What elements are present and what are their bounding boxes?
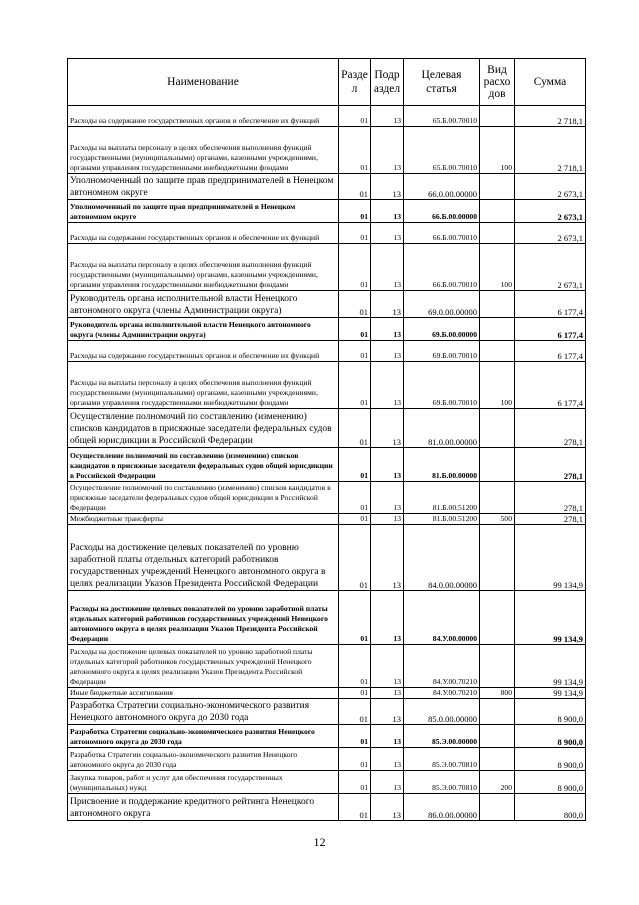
budget-table: [67, 58, 586, 821]
cell-section: 01: [339, 127, 371, 174]
page-number: 12: [313, 835, 326, 849]
cell-type: 100: [480, 127, 515, 174]
cell-target: 66.Б.00.00000: [404, 200, 480, 223]
cell-section: 01: [339, 525, 371, 591]
cell-sum: 8 900,0: [515, 699, 586, 725]
header-section: Разде л: [339, 59, 371, 106]
cell-section: 01: [339, 174, 371, 200]
cell-subsection: 13: [371, 794, 404, 821]
header-type: Вид расхо дов: [480, 59, 515, 106]
cell-sum: 2 718,1: [515, 106, 586, 127]
cell-subsection: 13: [371, 771, 404, 794]
cell-sum: 6 177,4: [515, 318, 586, 341]
table-row: [68, 244, 586, 291]
header-row: [68, 59, 586, 106]
cell-subsection: 13: [371, 318, 404, 341]
cell-subsection: 13: [371, 525, 404, 591]
cell-sum: 2 673,1: [515, 174, 586, 200]
cell-type: [480, 645, 515, 688]
cell-target: 65.Б.00.70010: [404, 106, 480, 127]
cell-section: 01: [339, 409, 371, 448]
cell-name: Расходы на содержание государственных органов и обеспечение их функций: [68, 106, 339, 127]
table-row: [68, 362, 586, 409]
header-target: Целевая статья: [404, 59, 480, 106]
cell-name: Руководитель органа исполнительной власти Ненецкого автономного округа (члены Администрации округа): [68, 291, 339, 318]
cell-sum: 278,1: [515, 514, 586, 525]
cell-sum: 99 134,9: [515, 525, 586, 591]
cell-name: Руководитель органа исполнительной власти Ненецкого автономного округа (члены Администрации округа): [68, 318, 339, 341]
cell-sum: 278,1: [515, 448, 586, 482]
table-row: [68, 748, 586, 771]
cell-sum: 2 673,1: [515, 244, 586, 291]
cell-target: 84.У.00.00000: [404, 591, 480, 645]
cell-type: [480, 291, 515, 318]
cell-sum: 8 900,0: [515, 771, 586, 794]
cell-target: 84.0.00.00000: [404, 525, 480, 591]
cell-type: 500: [480, 514, 515, 525]
table-row: [68, 482, 586, 514]
cell-section: 01: [339, 591, 371, 645]
cell-type: [480, 748, 515, 771]
cell-type: [480, 341, 515, 362]
cell-subsection: 13: [371, 409, 404, 448]
cell-target: 84.У.00.70210: [404, 688, 480, 699]
cell-sum: 2 718,1: [515, 127, 586, 174]
cell-name: Расходы на достижение целевых показателей по уровню заработной платы отдельных категорий работников государственных учреждений Ненецкого автономного округа в целях реализации Указов Президента Российской Федерации: [68, 525, 339, 591]
cell-type: 100: [480, 362, 515, 409]
cell-target: 81.0.00.00000: [404, 409, 480, 448]
cell-section: 01: [339, 725, 371, 748]
cell-target: 85.Э.00.70810: [404, 748, 480, 771]
table-row: [68, 223, 586, 244]
cell-name: Расходы на выплаты персоналу в целях обеспечения выполнения функций государственными (муниципальными) органами, казенными учреждениями, органами управления государственными внебюджетными фондами: [68, 127, 339, 174]
table-row: [68, 174, 586, 200]
cell-name: Осуществление полномочий по составлению (изменению) списков кандидатов в присяжные заседатели федеральных судов общей юрисдикции в Российской Федерации: [68, 448, 339, 482]
cell-target: 81.Б.00.00000: [404, 448, 480, 482]
cell-type: [480, 525, 515, 591]
cell-section: 01: [339, 794, 371, 821]
cell-section: 01: [339, 771, 371, 794]
cell-name: Закупка товаров, работ и услуг для обеспечения государственных (муниципальных) нужд: [68, 771, 339, 794]
cell-subsection: 13: [371, 200, 404, 223]
cell-sum: 6 177,4: [515, 341, 586, 362]
cell-name: Расходы на достижение целевых показателей по уровню заработной платы отдельных категорий работников государственных учреждений Ненецкого автономного округа в целях реализации Указов Президента Российской Федерации: [68, 645, 339, 688]
cell-section: 01: [339, 362, 371, 409]
cell-subsection: 13: [371, 448, 404, 482]
table-row: [68, 127, 586, 174]
table-row: [68, 699, 586, 725]
cell-name: Осуществление полномочий по составлению (изменению) списков кандидатов в присяжные заседатели федеральных судов общей юрисдикции в Российской Федерации: [68, 482, 339, 514]
cell-subsection: 13: [371, 514, 404, 525]
cell-type: [480, 482, 515, 514]
cell-section: 01: [339, 200, 371, 223]
cell-type: [480, 200, 515, 223]
cell-section: 01: [339, 688, 371, 699]
cell-target: 66.Б.00.70010: [404, 244, 480, 291]
cell-name: Расходы на выплаты персоналу в целях обеспечения выполнения функций государственными (муниципальными) органами, казенными учреждениями, органами управления государственными внебюджетными фондами: [68, 362, 339, 409]
table-row: [68, 794, 586, 821]
cell-sum: 800,0: [515, 794, 586, 821]
table-row: [68, 514, 586, 525]
cell-target: 81.Б.00.51200: [404, 514, 480, 525]
table-row: [68, 645, 586, 688]
cell-subsection: 13: [371, 341, 404, 362]
cell-section: 01: [339, 699, 371, 725]
cell-subsection: 13: [371, 748, 404, 771]
cell-subsection: 13: [371, 106, 404, 127]
table-row: [68, 525, 586, 591]
cell-section: 01: [339, 318, 371, 341]
cell-section: 01: [339, 448, 371, 482]
cell-subsection: 13: [371, 174, 404, 200]
cell-section: 01: [339, 244, 371, 291]
table-row: [68, 448, 586, 482]
cell-subsection: 13: [371, 291, 404, 318]
cell-section: 01: [339, 482, 371, 514]
cell-target: 84.У.00.70210: [404, 645, 480, 688]
cell-target: 86.0.00.00000: [404, 794, 480, 821]
table-row: [68, 106, 586, 127]
cell-type: [480, 725, 515, 748]
cell-name: Присвоение и поддержание кредитного рейтинга Ненецкого автономного округа: [68, 794, 339, 821]
cell-sum: 278,1: [515, 482, 586, 514]
cell-target: 85.0.00.00000: [404, 699, 480, 725]
cell-target: 65.Б.00.70010: [404, 127, 480, 174]
cell-subsection: 13: [371, 244, 404, 291]
cell-name: Уполномоченный по защите прав предпринимателей в Ненецком автономном округе: [68, 174, 339, 200]
cell-type: [480, 174, 515, 200]
cell-type: [480, 591, 515, 645]
cell-name: Осуществление полномочий по составлению (изменению) списков кандидатов в присяжные заседатели федеральных судов общей юрисдикции в Российской Федерации: [68, 409, 339, 448]
cell-type: [480, 409, 515, 448]
cell-sum: 6 177,4: [515, 291, 586, 318]
cell-type: 100: [480, 244, 515, 291]
cell-sum: 6 177,4: [515, 362, 586, 409]
table-row: [68, 688, 586, 699]
header-sum: Сумма: [515, 59, 586, 106]
table-row: [68, 591, 586, 645]
cell-name: Расходы на содержание государственных органов и обеспечение их функций: [68, 341, 339, 362]
table-row: [68, 725, 586, 748]
cell-section: 01: [339, 223, 371, 244]
cell-name: Разработка Стратегии социально-экономического развития Ненецкого автономного округа до 2030 года: [68, 748, 339, 771]
cell-sum: 8 900,0: [515, 725, 586, 748]
cell-sum: 2 673,1: [515, 223, 586, 244]
cell-subsection: 13: [371, 127, 404, 174]
cell-name: Расходы на достижение целевых показателей по уровню заработной платы отдельных категорий работников государственных учреждений Ненецкого автономного округа в целях реализации Указов Президента Российской Федерации: [68, 591, 339, 645]
cell-type: [480, 794, 515, 821]
cell-sum: 99 134,9: [515, 645, 586, 688]
table-row: [68, 200, 586, 223]
cell-section: 01: [339, 748, 371, 771]
cell-type: [480, 106, 515, 127]
cell-subsection: 13: [371, 591, 404, 645]
cell-name: Иные бюджетные ассигнования: [68, 688, 339, 699]
cell-type: 800: [480, 688, 515, 699]
cell-type: 200: [480, 771, 515, 794]
header-name: Наименование: [68, 59, 339, 106]
cell-name: Расходы на выплаты персоналу в целях обеспечения выполнения функций государственными (муниципальными) органами, казенными учреждениями, органами управления государственными внебюджетными фондами: [68, 244, 339, 291]
cell-target: 69.Б.00.70010: [404, 341, 480, 362]
cell-name: Уполномоченный по защите прав предпринимателей в Ненецком автономном округе: [68, 200, 339, 223]
cell-subsection: 13: [371, 482, 404, 514]
header-subsection: Подр аздел: [371, 59, 404, 106]
cell-subsection: 13: [371, 645, 404, 688]
cell-subsection: 13: [371, 688, 404, 699]
cell-sum: 278,1: [515, 409, 586, 448]
cell-section: 01: [339, 341, 371, 362]
cell-target: 69.Б.00.00000: [404, 318, 480, 341]
cell-type: [480, 699, 515, 725]
cell-target: 85.Э.00.70810: [404, 771, 480, 794]
table-row: [68, 318, 586, 341]
cell-sum: 2 673,1: [515, 200, 586, 223]
cell-sum: 99 134,9: [515, 591, 586, 645]
cell-type: [480, 223, 515, 244]
cell-type: [480, 318, 515, 341]
cell-section: 01: [339, 106, 371, 127]
cell-target: 66.Б.00.70010: [404, 223, 480, 244]
cell-name: Разработка Стратегии социально-экономического развития Ненецкого автономного округа до 2030 года: [68, 699, 339, 725]
cell-name: Разработка Стратегии социально-экономического развития Ненецкого автономного округа до 2030 года: [68, 725, 339, 748]
cell-name: Межбюджетные трансферты: [68, 514, 339, 525]
cell-subsection: 13: [371, 362, 404, 409]
cell-name: Расходы на содержание государственных органов и обеспечение их функций: [68, 223, 339, 244]
cell-subsection: 13: [371, 223, 404, 244]
cell-type: [480, 448, 515, 482]
cell-target: 66.0.00.00000: [404, 174, 480, 200]
cell-target: 69.0.00.00000: [404, 291, 480, 318]
cell-sum: 8 900,0: [515, 748, 586, 771]
cell-subsection: 13: [371, 699, 404, 725]
table-row: [68, 341, 586, 362]
cell-section: 01: [339, 291, 371, 318]
cell-target: 85.Э.00.00000: [404, 725, 480, 748]
cell-section: 01: [339, 514, 371, 525]
cell-subsection: 13: [371, 725, 404, 748]
table-row: [68, 771, 586, 794]
cell-target: 81.Б.00.51200: [404, 482, 480, 514]
table-row: [68, 291, 586, 318]
cell-target: 69.Б.00.70010: [404, 362, 480, 409]
cell-sum: 99 134,9: [515, 688, 586, 699]
table-row: [68, 409, 586, 448]
cell-section: 01: [339, 645, 371, 688]
